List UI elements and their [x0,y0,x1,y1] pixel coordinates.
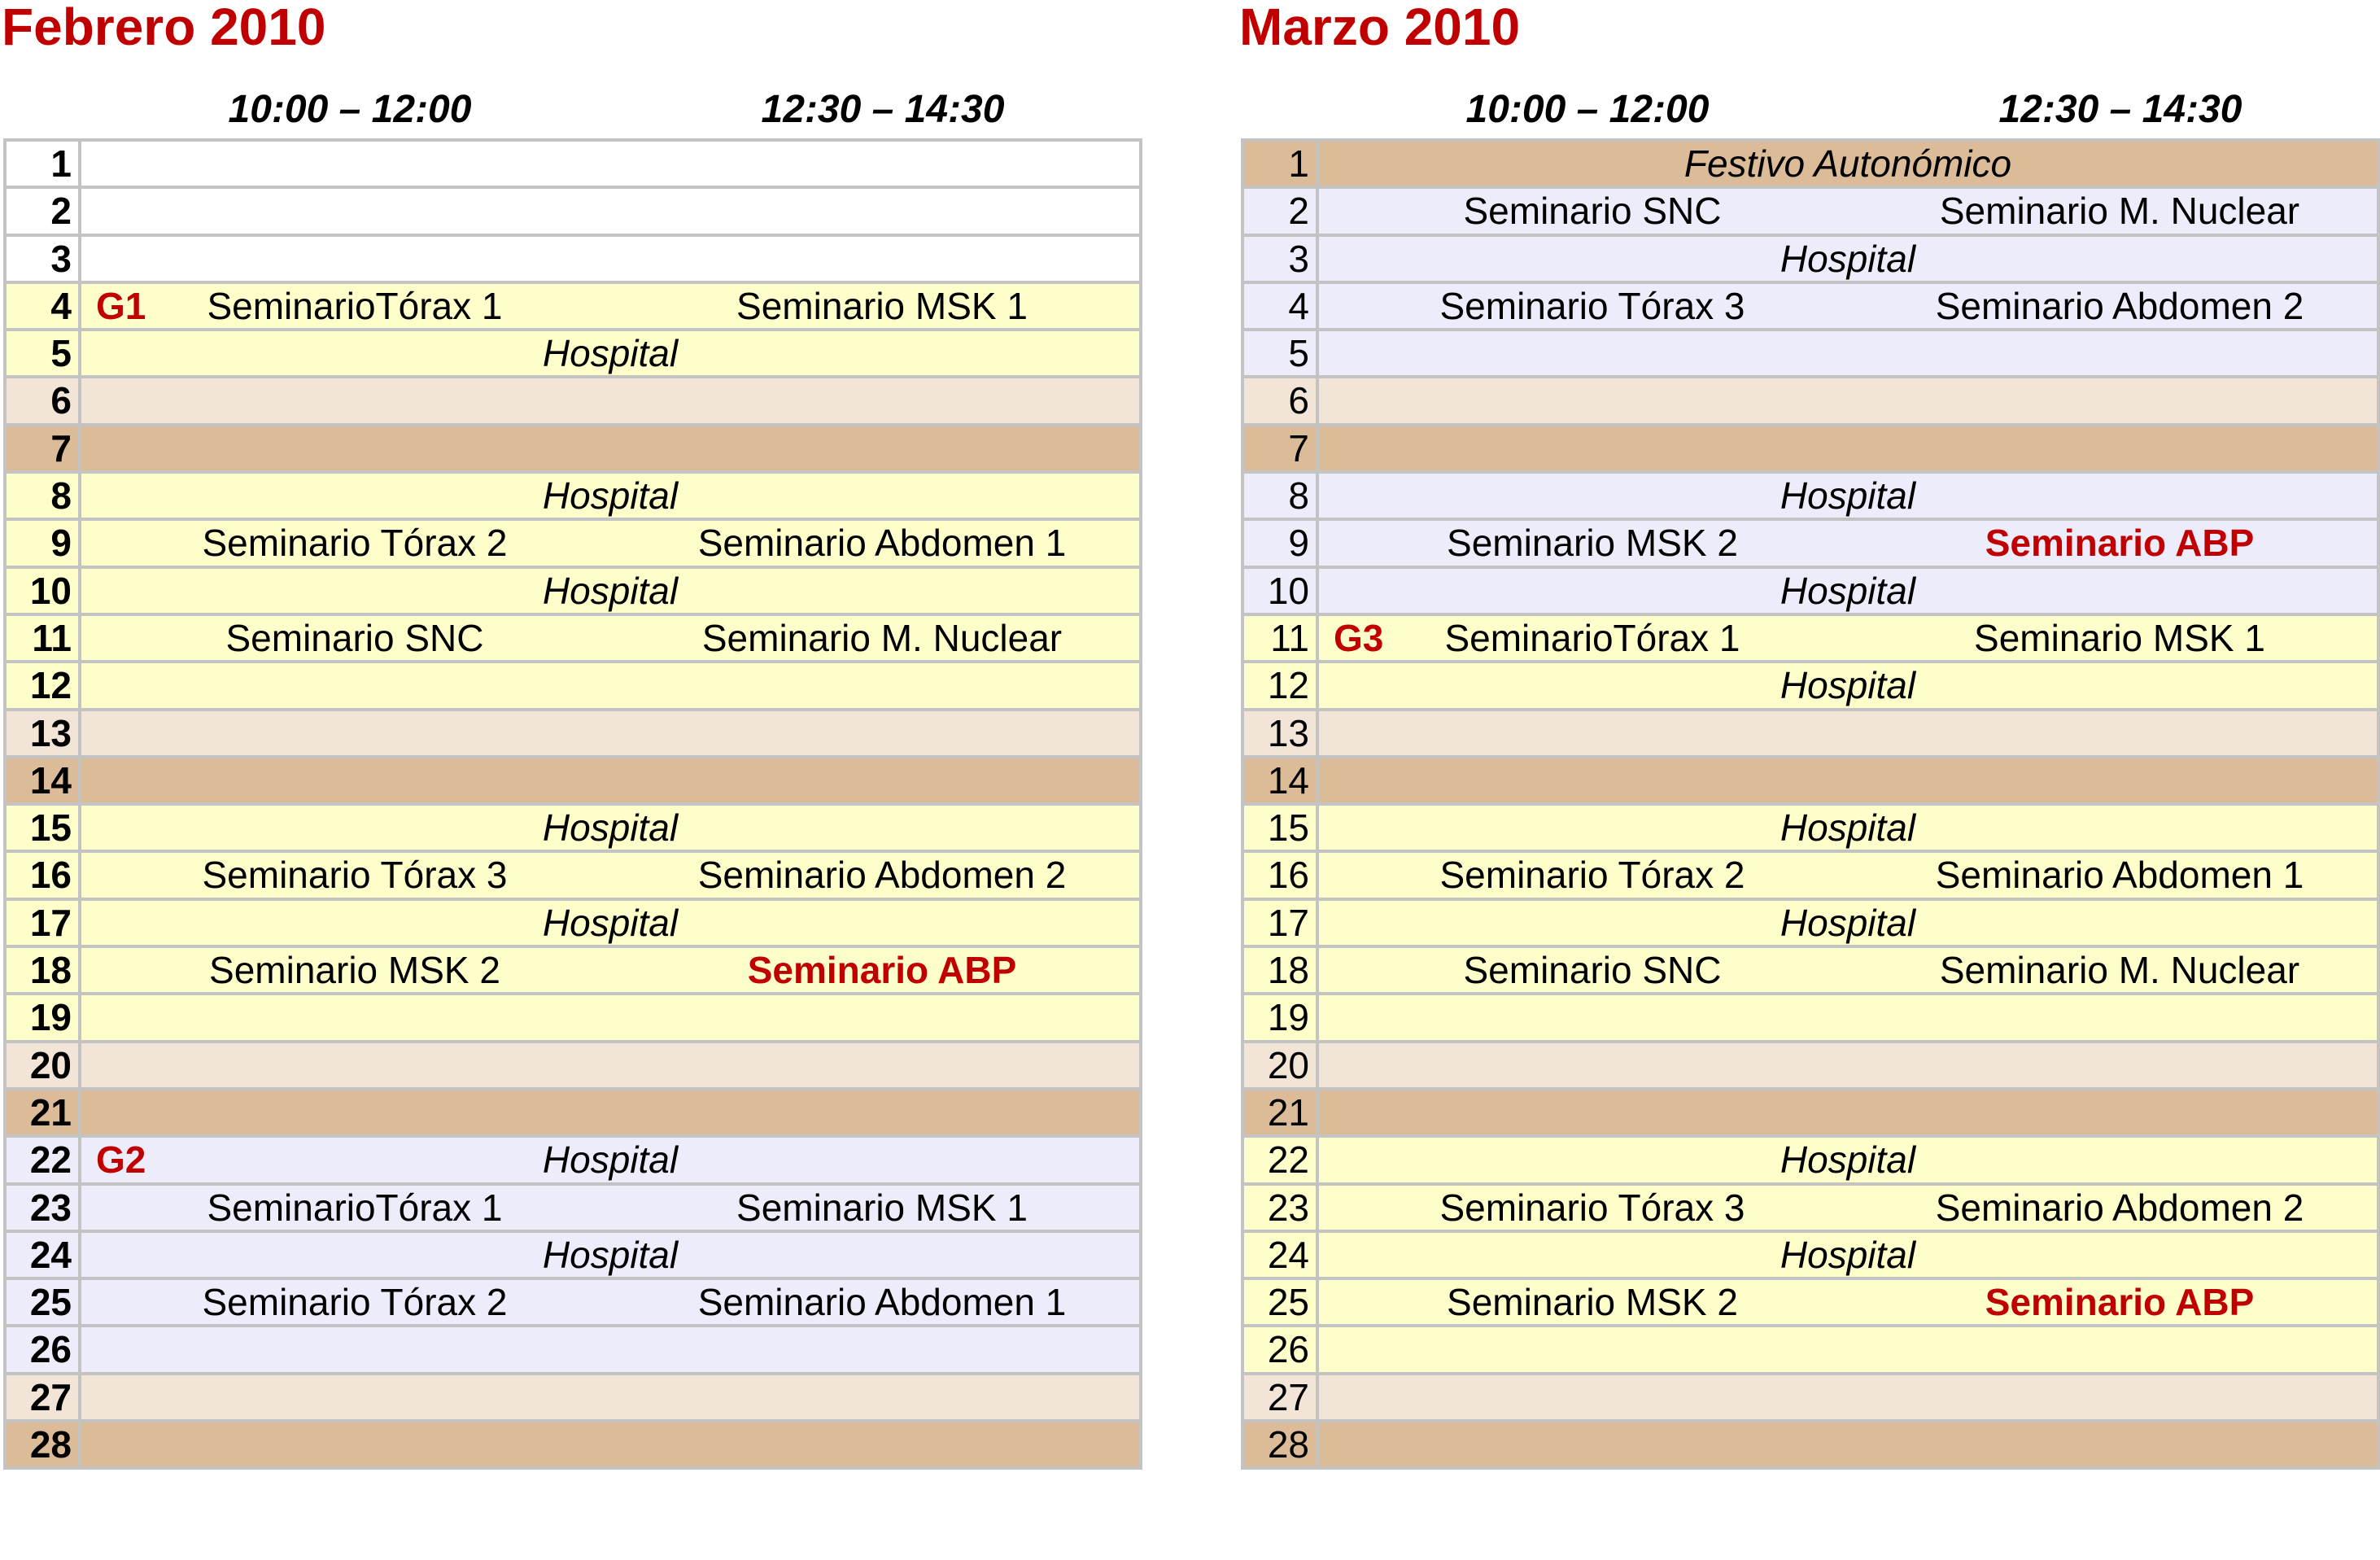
morning-activity: Seminario SNC [1463,949,1722,992]
day-row [1241,142,2380,189]
day-number: 17 [1244,901,1319,945]
morning-activity: SeminarioTórax 1 [1444,616,1740,659]
day-number: 22 [1244,1138,1319,1182]
day-number: 7 [1244,426,1319,470]
day-number: 7 [7,426,81,470]
morning-activity: Seminario SNC [1463,190,1722,233]
day-number: 26 [1244,1327,1319,1371]
day-number: 11 [1244,616,1319,660]
day-number: 27 [1244,1375,1319,1419]
day-row [1241,663,2380,710]
afternoon-activity: Seminario MSK 1 [736,1186,1028,1229]
day-row [1241,474,2380,521]
day-row [3,663,1142,710]
full-day-activity: Hospital [542,332,679,375]
full-day-activity: Hospital [1780,569,1916,612]
day-number: 14 [1244,758,1319,802]
day-number: 15 [1244,806,1319,850]
time-slot-pm-header: 12:30 – 14:30 [761,88,1005,131]
day-number: 1 [7,142,81,186]
day-number: 4 [1244,284,1319,328]
full-day-activity: Hospital [1780,474,1916,518]
day-number: 24 [1244,1233,1319,1277]
day-number: 20 [7,1043,81,1087]
afternoon-activity: Seminario ABP [1985,522,2255,565]
day-row [3,1327,1142,1374]
day-row [1241,331,2380,378]
day-number: 5 [7,331,81,375]
day-number: 28 [7,1422,81,1466]
day-number: 22 [7,1138,81,1182]
full-day-activity: Hospital [542,901,679,944]
day-number: 1 [1244,142,1319,186]
day-number: 9 [7,521,81,565]
day-row [1241,1233,2380,1280]
morning-activity: Seminario MSK 2 [1447,1281,1738,1324]
day-row [1241,901,2380,948]
afternoon-activity: Seminario Abdomen 2 [1935,1186,2304,1229]
afternoon-activity: Seminario Abdomen 1 [697,522,1067,565]
day-number: 8 [1244,474,1319,518]
day-row [1241,758,2380,806]
afternoon-activity: Seminario Abdomen 2 [697,854,1067,897]
schedule-grid [3,138,1142,1470]
day-number: 18 [1244,948,1319,992]
morning-activity: SeminarioTórax 1 [207,284,503,327]
full-day-activity: Hospital [1780,806,1916,850]
day-number: 8 [7,474,81,518]
day-row [1241,1043,2380,1090]
day-row [1241,1138,2380,1185]
day-number: 21 [1244,1090,1319,1134]
day-row [1241,426,2380,474]
full-day-activity: Hospital [1780,1233,1916,1276]
morning-activity: Seminario MSK 2 [1447,522,1738,565]
day-row [3,331,1142,378]
day-number: 27 [7,1375,81,1419]
afternoon-activity: Seminario M. Nuclear [701,616,1063,659]
day-row [3,1186,1142,1233]
morning-activity: SeminarioTórax 1 [207,1186,503,1229]
day-number: 10 [1244,569,1319,613]
full-day-activity: Hospital [542,806,679,850]
morning-activity: Seminario Tórax 3 [202,854,508,897]
day-number: 19 [7,995,81,1039]
day-number: 14 [7,758,81,802]
afternoon-activity: Seminario M. Nuclear [1939,949,2300,992]
day-row [1241,711,2380,758]
day-number: 2 [1244,189,1319,233]
time-slot-am-header: 10:00 – 12:00 [228,88,472,131]
day-number: 12 [7,663,81,707]
day-number: 25 [1244,1280,1319,1324]
day-row [3,378,1142,426]
day-row [3,1375,1142,1422]
day-row [3,948,1142,995]
full-day-activity: Hospital [1780,1138,1916,1182]
day-number: 16 [1244,853,1319,897]
day-row [3,616,1142,663]
day-number: 2 [7,189,81,233]
day-row [3,1233,1142,1280]
day-row [1241,237,2380,284]
day-number: 10 [7,569,81,613]
day-number: 23 [1244,1186,1319,1230]
month-title: Febrero 2010 [2,0,326,56]
morning-activity: Seminario Tórax 3 [1439,1186,1745,1229]
day-row [3,853,1142,900]
morning-activity: Seminario MSK 2 [209,949,500,992]
day-row [3,426,1142,474]
day-number: 20 [1244,1043,1319,1087]
day-row [1241,995,2380,1042]
day-row [1241,569,2380,616]
day-number: 18 [7,948,81,992]
day-number: 4 [7,284,81,328]
day-number: 6 [1244,378,1319,422]
afternoon-activity: Seminario ABP [1985,1281,2255,1324]
day-row [1241,1090,2380,1138]
day-row [1241,1375,2380,1422]
day-row [1241,1280,2380,1327]
day-number: 5 [1244,331,1319,375]
day-row [3,1280,1142,1327]
morning-activity: Seminario Tórax 2 [1439,854,1745,897]
morning-activity: Seminario Tórax 2 [202,1281,508,1324]
afternoon-activity: Seminario M. Nuclear [1939,190,2300,233]
day-number: 3 [7,237,81,281]
day-row [1241,948,2380,995]
day-row [1241,284,2380,331]
afternoon-activity: Seminario Abdomen 2 [1935,284,2304,327]
day-row [3,1138,1142,1185]
group-label: G2 [96,1138,146,1182]
full-day-activity: Festivo Autonómico [1683,142,2012,185]
day-row [1241,378,2380,426]
day-number: 9 [1244,521,1319,565]
day-row [3,284,1142,331]
full-day-activity: Hospital [542,1138,679,1182]
full-day-activity: Hospital [1780,901,1916,944]
time-slot-am-header: 10:00 – 12:00 [1465,88,1710,131]
day-row [3,711,1142,758]
afternoon-activity: Seminario MSK 1 [1974,616,2265,659]
day-number: 17 [7,901,81,945]
day-number: 16 [7,853,81,897]
day-row [3,474,1142,521]
morning-activity: Seminario Tórax 2 [202,522,508,565]
group-label: G3 [1334,616,1384,659]
afternoon-activity: Seminario ABP [747,949,1017,992]
day-row [1241,806,2380,853]
month-title: Marzo 2010 [1239,0,1521,56]
day-row [3,569,1142,616]
day-number: 19 [1244,995,1319,1039]
afternoon-activity: Seminario Abdomen 1 [1935,854,2304,897]
day-row [1241,521,2380,568]
day-number: 23 [7,1186,81,1230]
day-number: 24 [7,1233,81,1277]
day-number: 13 [7,711,81,755]
day-row [3,189,1142,236]
day-row [1241,616,2380,663]
day-number: 11 [7,616,81,660]
day-row [3,142,1142,189]
day-row [3,1043,1142,1090]
group-label: G1 [96,284,146,327]
morning-activity: Seminario Tórax 3 [1439,284,1745,327]
day-number: 6 [7,378,81,422]
full-day-activity: Hospital [542,1233,679,1276]
day-row [1241,1186,2380,1233]
day-number: 25 [7,1280,81,1324]
day-number: 3 [1244,237,1319,281]
february-calendar [0,0,1147,1560]
schedule-grid [1241,138,2380,1470]
full-day-activity: Hospital [542,569,679,612]
afternoon-activity: Seminario MSK 1 [736,284,1028,327]
day-row [1241,1422,2380,1470]
day-row [3,1422,1142,1470]
day-row [3,758,1142,806]
march-calendar [1238,0,2380,1560]
day-row [3,1090,1142,1138]
day-number: 26 [7,1327,81,1371]
full-day-activity: Hospital [1780,237,1916,280]
full-day-activity: Hospital [1780,664,1916,707]
day-number: 15 [7,806,81,850]
day-row [1241,853,2380,900]
day-number: 13 [1244,711,1319,755]
day-row [3,995,1142,1042]
full-day-activity: Hospital [542,474,679,518]
day-row [3,806,1142,853]
day-row [3,521,1142,568]
morning-activity: Seminario SNC [225,616,484,659]
day-row [1241,1327,2380,1374]
day-row [3,901,1142,948]
day-row [3,237,1142,284]
day-number: 21 [7,1090,81,1134]
day-number: 28 [1244,1422,1319,1466]
time-slot-pm-header: 12:30 – 14:30 [1998,88,2242,131]
day-row [1241,189,2380,236]
afternoon-activity: Seminario Abdomen 1 [697,1281,1067,1324]
day-number: 12 [1244,663,1319,707]
